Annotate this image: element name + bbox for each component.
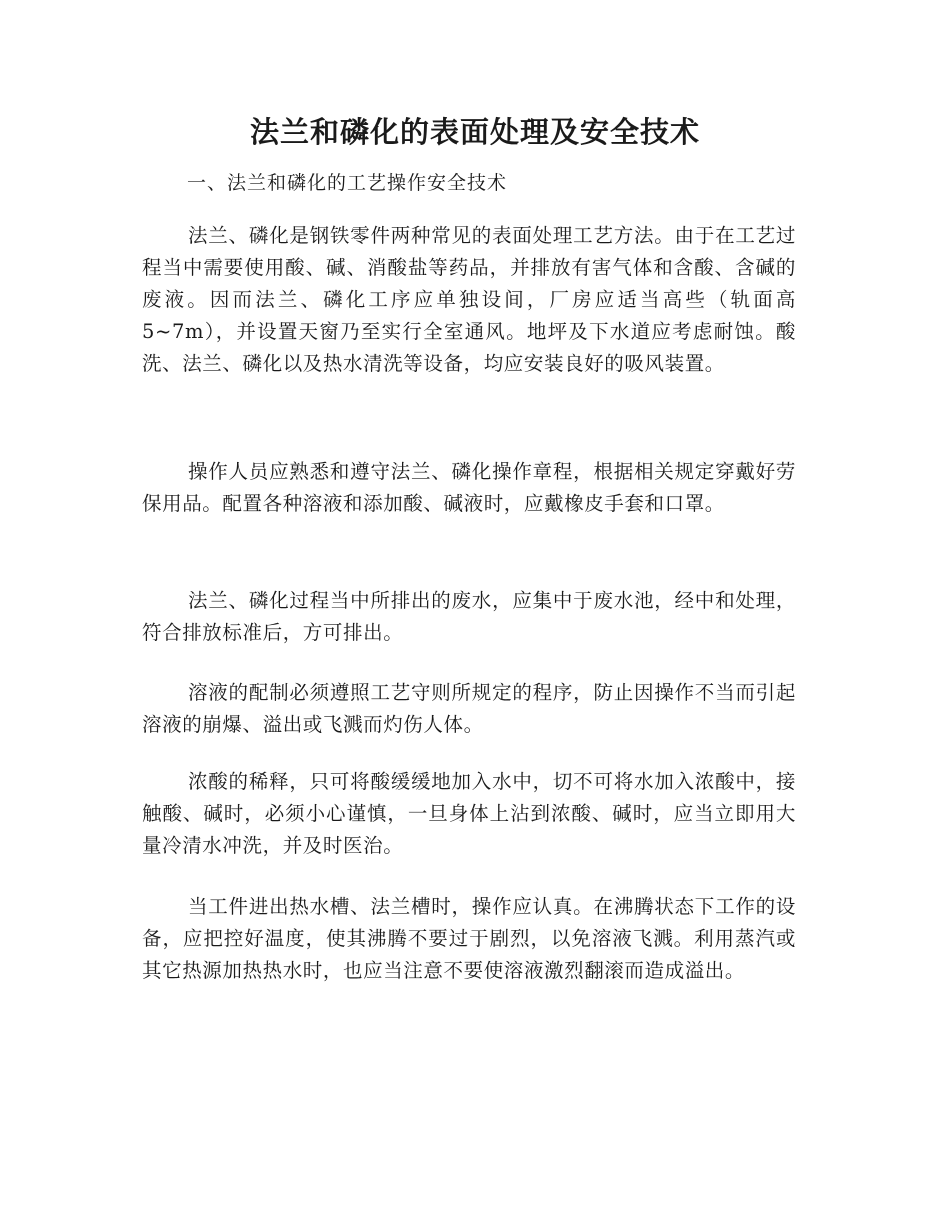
paragraph-protective-equipment: 操作人员应熟悉和遵守法兰、磷化操作章程，根据相关规定穿戴好劳保用品。配置各种溶液和添加酸、碱液时，应戴橡皮手套和口罩。 xyxy=(142,460,796,515)
section-heading: 一、法兰和磷化的工艺操作安全技术 xyxy=(187,172,508,194)
paragraph-wastewater: 法兰、磷化过程当中所排出的废水，应集中于废水池，经中和处理，符合排放标准后，方可排出。 xyxy=(142,589,796,644)
paragraph-acid-dilution: 浓酸的稀释，只可将酸缓缓地加入水中，切不可将水加入浓酸中，接触酸、碱时，必须小心谨慎，一旦身体上沾到浓酸、碱时，应当立即用大量冷清水冲洗，并及时医治。 xyxy=(142,770,796,857)
paragraph-solution-preparation: 溶液的配制必须遵照工艺守则所规定的程序，防止因操作不当而引起溶液的崩爆、溢出或飞溅而灼伤人体。 xyxy=(142,681,796,736)
paragraph-ventilation: 法兰、磷化是钢铁零件两种常见的表面处理工艺方法。由于在工艺过程当中需要使用酸、碱、消酸盐等药品，并排放有害气体和含酸、含碱的废液。因而法兰、磷化工序应单独设间，厂房应适当高些（轨面高5~7m），并设置天窗乃至实行全室通风。地坪及下水道应考虑耐蚀。酸洗、法兰、磷化以及热水清洗等设备，均应安装良好的吸风装置。 xyxy=(142,224,796,375)
paragraph-hot-tank-operation: 当工件进出热水槽、法兰槽时，操作应认真。在沸腾状态下工作的设备，应把控好温度，使其沸腾不要过于剧烈，以免溶液飞溅。利用蒸汽或其它热源加热热水时，也应当注意不要使溶液激烈翻滚而造成溢出。 xyxy=(142,895,796,982)
document-title: 法兰和磷化的表面处理及安全技术 xyxy=(249,115,700,149)
